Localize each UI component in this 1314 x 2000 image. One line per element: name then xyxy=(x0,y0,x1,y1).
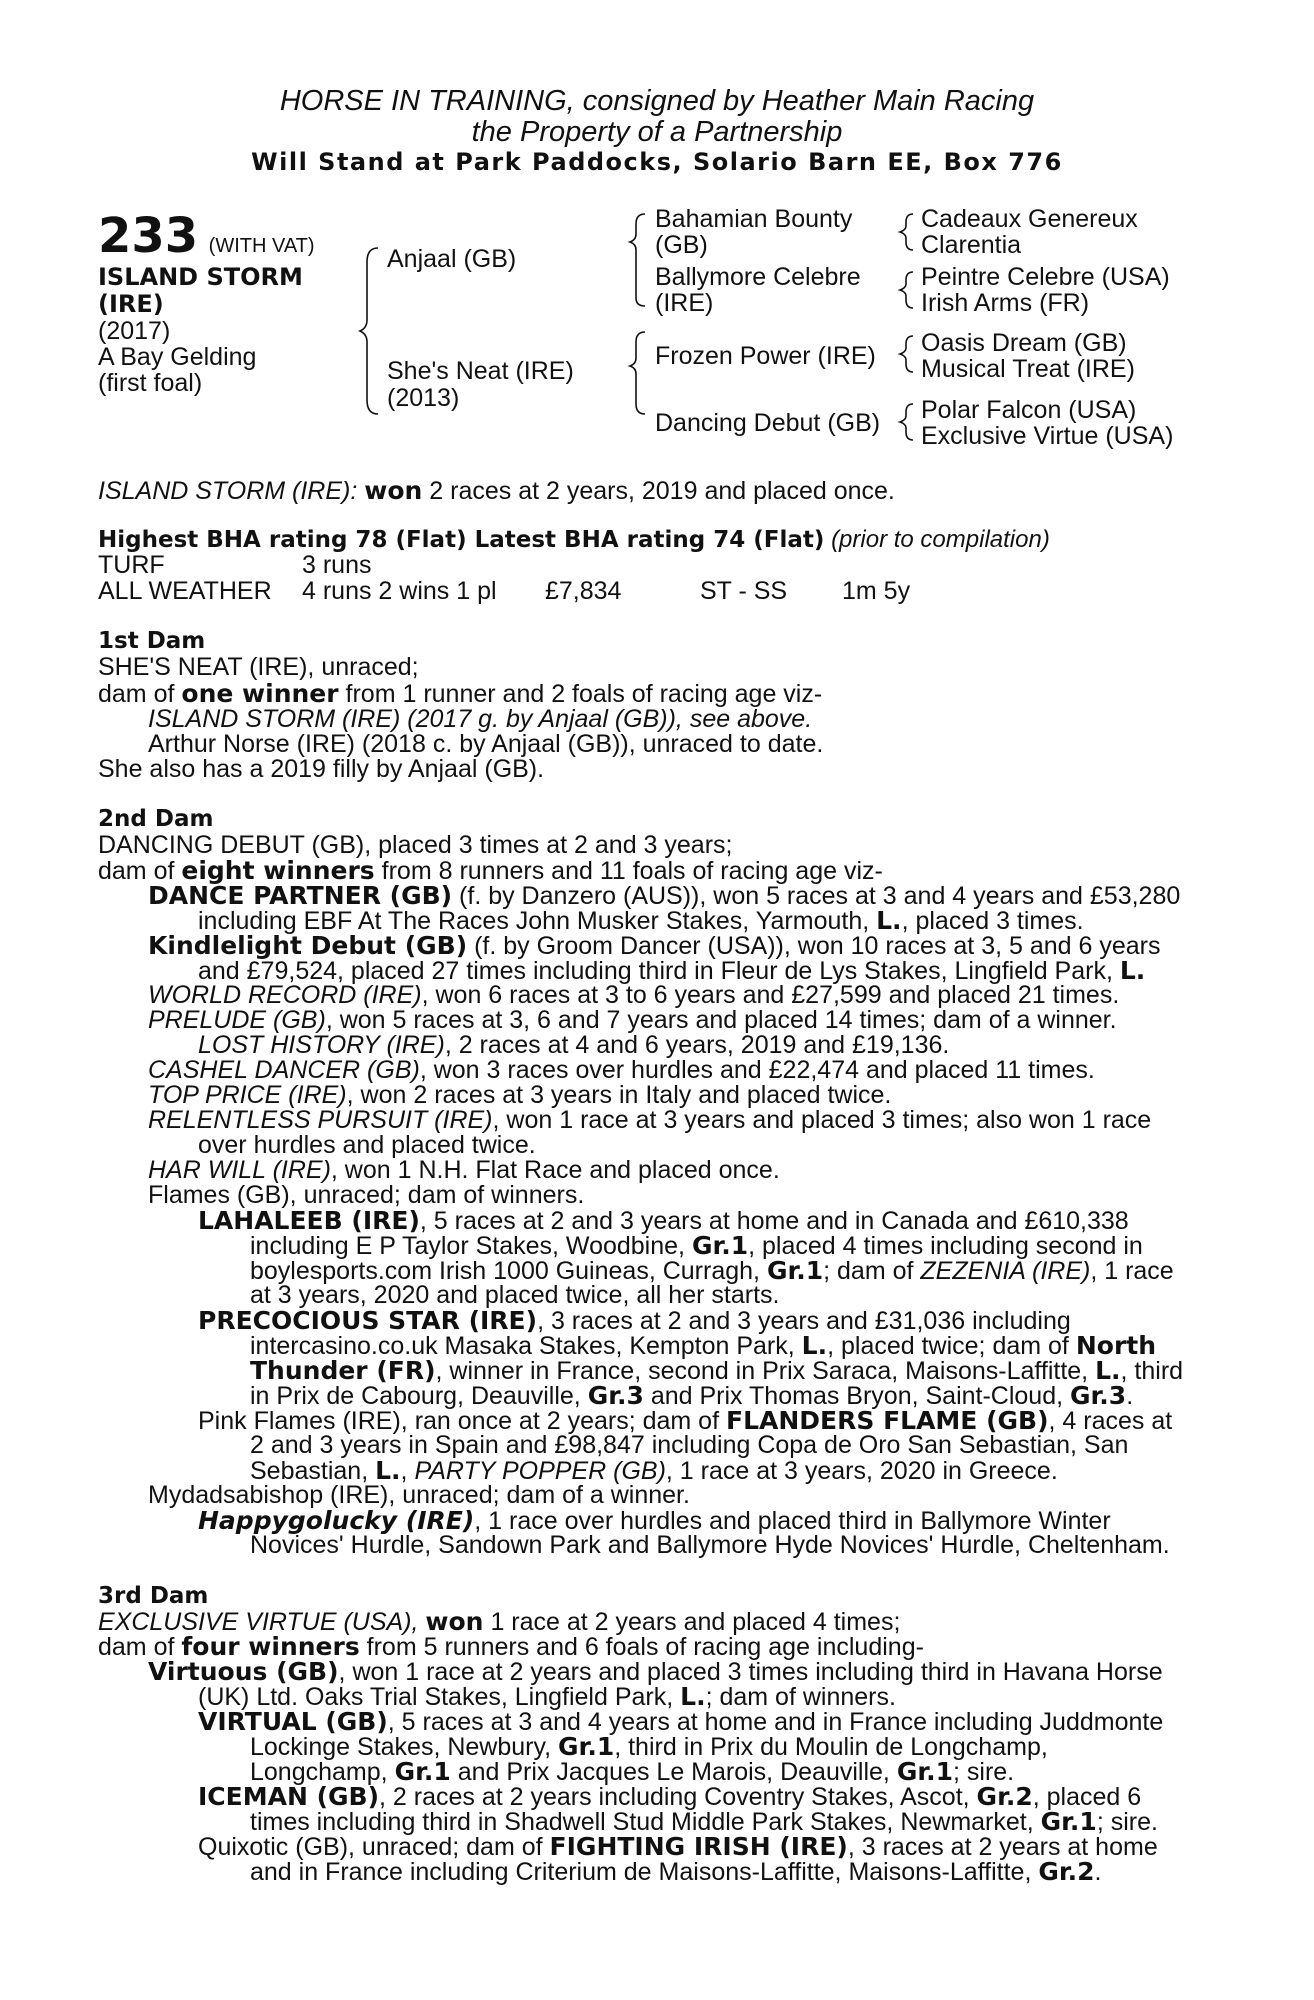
produce-precocious-star-cont1: intercasino.co.uk Masaka Stakes, Kempton Park, L., placed twice; dam of North xyxy=(250,1331,1157,1360)
turf-label: TURF xyxy=(98,551,165,579)
first-dam-heading: 1st Dam xyxy=(98,628,206,654)
dd-dam: Exclusive Virtue (USA) xyxy=(921,422,1174,450)
produce-pink-flames-cont2: Sebastian, L., PARTY POPPER (GB), 1 race at 3 years, 2020 in Greece. xyxy=(250,1456,1058,1485)
ds-dam: Musical Treat (IRE) xyxy=(921,355,1135,383)
third-dam-produce: dam of four winners from 5 runners and 6 foals of racing age including- xyxy=(98,1632,924,1661)
horse-name: ISLAND STORM xyxy=(98,263,303,291)
produce-iceman-cont: times including third in Shadwell Stud Middle Park Stakes, Newmarket, Gr.1; sire. xyxy=(250,1807,1158,1836)
sire-dam: Ballymore Celebre xyxy=(655,263,861,291)
second-dam-heading: 2nd Dam xyxy=(98,806,214,832)
produce-dance-partner-cont: including EBF At The Races John Musker Stakes, Yarmouth, L., placed 3 times. xyxy=(198,906,1084,935)
dd-sire: Polar Falcon (USA) xyxy=(921,396,1137,424)
summary-rest: 2 races at 2 years, 2019 and placed once. xyxy=(429,477,895,505)
summary-won: won xyxy=(364,476,423,505)
produce-pink-flames: Pink Flames (IRE), ran once at 2 years; dam of FLANDERS FLAME (GB), 4 races at xyxy=(198,1406,1173,1435)
produce-virtual-cont2: Longchamp, Gr.1 and Prix Jacques Le Marois, Deauville, Gr.1; sire. xyxy=(250,1757,1015,1786)
produce-lahaleeb-cont3: at 3 years, 2020 and placed twice, all her starts. xyxy=(250,1281,780,1309)
horse-name-suffix: (IRE) xyxy=(98,290,164,318)
produce-happygolucky: Happygolucky (IRE), 1 race over hurdles and placed third in Ballymore Winter xyxy=(198,1506,1111,1535)
produce-lost-history: LOST HISTORY (IRE), 2 races at 4 and 6 years, 2019 and £19,136. xyxy=(198,1031,950,1059)
produce-relentless-pursuit-cont: over hurdles and placed twice. xyxy=(198,1131,536,1159)
produce-virtuous-cont: (UK) Ltd. Oaks Trial Stakes, Lingfield Park, L.; dam of winners. xyxy=(198,1682,896,1711)
third-dam-heading: 3rd Dam xyxy=(98,1583,209,1609)
produce-cashel-dancer: CASHEL DANCER (GB), won 3 races over hurdles and £22,474 and placed 11 times. xyxy=(148,1056,1095,1084)
produce-2019-filly: She also has a 2019 filly by Anjaal (GB). xyxy=(98,755,545,783)
foal-note: (first foal) xyxy=(98,369,203,397)
produce-top-price: TOP PRICE (IRE), won 2 races at 3 years in Italy and placed twice. xyxy=(148,1081,892,1109)
bracket-dd xyxy=(900,404,913,440)
pedigree-brackets xyxy=(0,0,1314,500)
bha-rating: Highest BHA rating 78 (Flat) Latest BHA rating 74 (Flat) xyxy=(98,527,825,553)
produce-world-record: WORLD RECORD (IRE), won 6 races at 3 to 6 years and £27,599 and placed 21 times. xyxy=(148,981,1120,1009)
produce-lahaleeb-cont2: boylesports.com Irish 1000 Guineas, Curragh, Gr.1; dam of ZEZENIA (IRE), 1 race xyxy=(250,1256,1174,1285)
catalogue-header: HORSE IN TRAINING, consigned by Heather Main Racing xyxy=(279,85,1035,117)
sire-sire: Bahamian Bounty xyxy=(655,205,853,233)
produce-virtuous: Virtuous (GB), won 1 race at 2 years and placed 3 times including third in Havana Horse xyxy=(148,1657,1163,1686)
lot-number: 233 xyxy=(98,208,199,264)
aw-label: ALL WEATHER xyxy=(98,577,272,605)
dam: She's Neat (IRE) xyxy=(387,357,574,385)
sire-sire-suffix: (GB) xyxy=(655,231,708,259)
produce-prelude: PRELUDE (GB), won 5 races at 3, 6 and 7 years and placed 14 times; dam of a winner. xyxy=(148,1006,1117,1034)
turf-runs: 3 runs xyxy=(302,551,372,579)
produce-precocious-star-cont2: Thunder (FR), winner in France, second in Prix Saraca, Maisons-Laffitte, L., third xyxy=(250,1356,1184,1385)
produce-virtual: VIRTUAL (GB), 5 races at 3 and 4 years at home and in France including Juddmonte xyxy=(198,1707,1164,1736)
produce-arthur-norse: Arthur Norse (IRE) (2018 c. by Anjaal (GB)), unraced to date. xyxy=(148,730,824,758)
vat-note: (WITH VAT) xyxy=(208,235,315,257)
produce-happygolucky-cont: Novices' Hurdle, Sandown Park and Ballymore Hyde Novices' Hurdle, Cheltenham. xyxy=(250,1531,1170,1559)
aw-going: ST - SS xyxy=(700,577,788,605)
rating-line xyxy=(98,526,1050,554)
sire: Anjaal (GB) xyxy=(387,245,517,273)
summary-horse-name: ISLAND STORM (IRE): xyxy=(98,477,358,505)
produce-har-will: HAR WILL (IRE), won 1 N.H. Flat Race and placed once. xyxy=(148,1156,780,1184)
aw-record: 4 runs 2 wins 1 pl xyxy=(302,577,497,605)
ss-sire: Cadeaux Genereux xyxy=(921,205,1138,233)
sire-dam-suffix: (IRE) xyxy=(655,289,714,317)
ds-sire: Oasis Dream (GB) xyxy=(921,329,1127,357)
horse-description: A Bay Gelding xyxy=(98,343,257,371)
bracket-sd xyxy=(900,272,913,308)
produce-quixotic-cont: and in France including Criterium de Maisons-Laffitte, Maisons-Laffitte, Gr.2. xyxy=(250,1857,1102,1886)
first-dam-produce: dam of one winner from 1 runner and 2 foals of racing age viz- xyxy=(98,679,823,708)
sd-dam: Irish Arms (FR) xyxy=(921,289,1090,317)
stabling-location: Will Stand at Park Paddocks, Solario Barn EE, Box 776 xyxy=(251,148,1063,176)
produce-precocious-star-cont3: in Prix de Cabourg, Deauville, Gr.3 and Prix Thomas Bryon, Saint-Cloud, Gr.3. xyxy=(250,1381,1134,1410)
bracket-sire xyxy=(630,214,645,306)
produce-kindlelight-debut: Kindlelight Debut (GB) (f. by Groom Dancer (USA)), won 10 races at 3, 5 and 6 years xyxy=(148,931,1161,960)
bracket-ds xyxy=(900,336,913,372)
produce-pink-flames-cont1: 2 and 3 years in Spain and £98,847 including Copa de Oro San Sebastian, San xyxy=(250,1431,1129,1459)
rating-note: (prior to compilation) xyxy=(831,526,1050,553)
bracket-dam xyxy=(630,332,645,414)
produce-precocious-star: PRECOCIOUS STAR (IRE), 3 races at 2 and 3 years and £31,036 including xyxy=(198,1306,1071,1335)
bracket-gen1 xyxy=(360,248,378,414)
produce-kindlelight-debut-cont: and £79,524, placed 27 times including third in Fleur de Lys Stakes, Lingfield Park, L. xyxy=(198,956,1146,985)
produce-lahaleeb-cont1: including E P Taylor Stakes, Woodbine, Gr.1, placed 4 times including second in xyxy=(250,1231,1143,1260)
produce-virtual-cont1: Lockinge Stakes, Newbury, Gr.1, third in Prix du Moulin de Longchamp, xyxy=(250,1732,1048,1761)
ss-dam: Clarentia xyxy=(921,231,1022,259)
dam-sire: Frozen Power (IRE) xyxy=(655,342,876,370)
race-summary xyxy=(98,477,895,505)
dam-year: (2013) xyxy=(387,384,460,412)
third-dam-line: EXCLUSIVE VIRTUE (USA), won 1 race at 2 years and placed 4 times; xyxy=(98,1607,901,1636)
produce-island-storm: ISLAND STORM (IRE) (2017 g. by Anjaal (GB)), see above. xyxy=(148,705,813,733)
first-dam-line: SHE'S NEAT (IRE), unraced; xyxy=(98,653,419,681)
foaling-year: (2017) xyxy=(98,317,171,345)
ownership-line: the Property of a Partnership xyxy=(471,116,843,148)
produce-quixotic: Quixotic (GB), unraced; dam of FIGHTING IRISH (IRE), 3 races at 2 years at home xyxy=(198,1832,1158,1861)
sd-sire: Peintre Celebre (USA) xyxy=(921,263,1170,291)
produce-dance-partner: DANCE PARTNER (GB) (f. by Danzero (AUS)), won 5 races at 3 and 4 years and £53,280 xyxy=(148,881,1181,910)
produce-lahaleeb: LAHALEEB (IRE), 5 races at 2 and 3 years at home and in Canada and £610,338 xyxy=(198,1206,1129,1235)
aw-distance: 1m 5y xyxy=(842,577,911,605)
produce-iceman: ICEMAN (GB), 2 races at 2 years including Coventry Stakes, Ascot, Gr.2, placed 6 xyxy=(198,1782,1142,1811)
dam-dam: Dancing Debut (GB) xyxy=(655,409,881,437)
produce-relentless-pursuit: RELENTLESS PURSUIT (IRE), won 1 race at 3 years and placed 3 times; also won 1 race xyxy=(148,1106,1152,1134)
produce-flames: Flames (GB), unraced; dam of winners. xyxy=(148,1181,585,1209)
produce-mydadsabishop: Mydadsabishop (IRE), unraced; dam of a winner. xyxy=(148,1481,690,1509)
second-dam-produce: dam of eight winners from 8 runners and 11 foals of racing age viz- xyxy=(98,856,883,885)
second-dam-line: DANCING DEBUT (GB), placed 3 times at 2 and 3 years; xyxy=(98,831,733,859)
aw-prize: £7,834 xyxy=(545,577,622,605)
bracket-ss xyxy=(900,214,913,250)
